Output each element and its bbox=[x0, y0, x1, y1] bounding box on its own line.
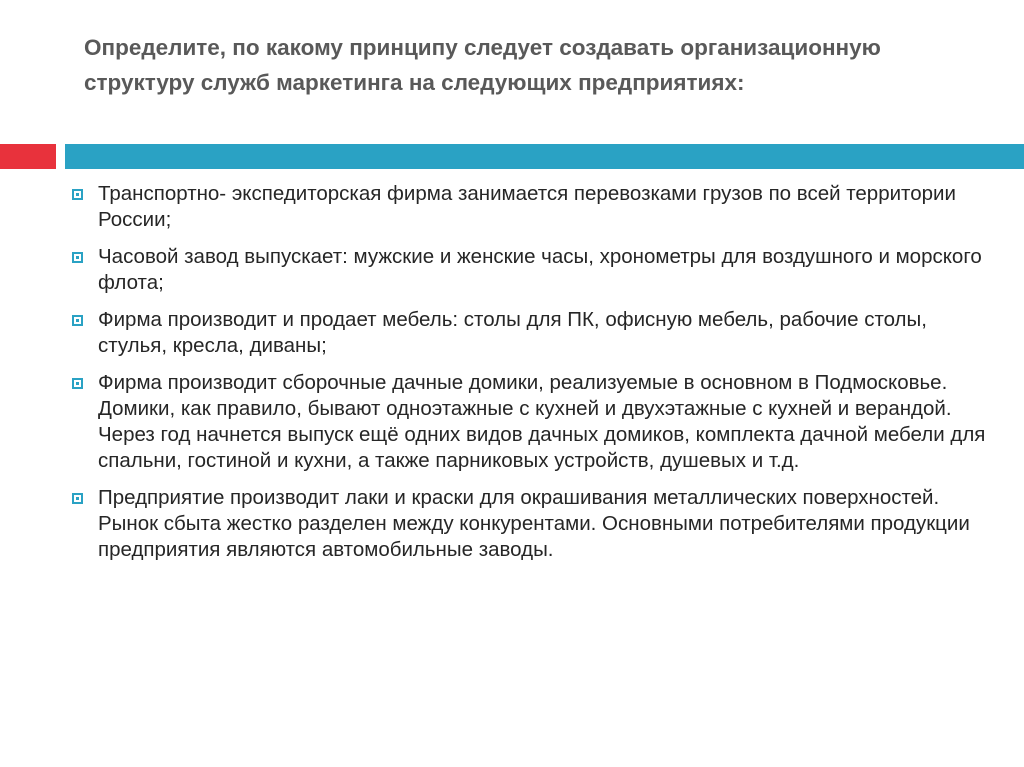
square-bullet-icon bbox=[72, 189, 83, 200]
list-item bbox=[72, 307, 992, 359]
bullet-list bbox=[72, 181, 992, 574]
list-item-text: Транспортно- экспедиторская фирма занимается перевозками грузов по всей территории России; bbox=[98, 182, 956, 231]
list-item-text: Фирма производит сборочные дачные домики, реализуемые в основном в Подмосковье. Домики, как правило, бывают одноэтажные с кухней и двухэтажные с кухней и верандой. Через год начнется выпуск ещё одних видов дачных домиков, комплекта дачной мебели для спальни, гостиной и кухни, а также парниковых устройств, душевых и т.д. bbox=[98, 371, 986, 472]
list-item bbox=[72, 244, 992, 296]
list-item-text: Фирма производит и продает мебель: столы для ПК, офисную мебель, рабочие столы, стулья, кресла, диваны; bbox=[98, 308, 927, 357]
square-bullet-icon bbox=[72, 378, 83, 389]
title-divider bbox=[0, 144, 1024, 169]
square-bullet-icon bbox=[72, 493, 83, 504]
divider-red-block bbox=[0, 144, 56, 169]
square-bullet-icon bbox=[72, 315, 83, 326]
list-item bbox=[72, 181, 992, 233]
divider-blue-bar bbox=[65, 144, 1024, 169]
list-item bbox=[72, 485, 992, 563]
slide-title: Определите, по какому принципу следует создавать организационную структуру служб маркетинга на следующих предприятиях: bbox=[84, 35, 881, 95]
list-item-text: Предприятие производит лаки и краски для окрашивания металлических поверхностей. Рынок сбыта жестко разделен между конкурентами. Основными потребителями продукции предприятия являются автомобильные заводы. bbox=[98, 486, 970, 561]
list-item bbox=[72, 370, 992, 474]
square-bullet-icon bbox=[72, 252, 83, 263]
list-item-text: Часовой завод выпускает: мужские и женские часы, хронометры для воздушного и морского флота; bbox=[98, 245, 982, 294]
